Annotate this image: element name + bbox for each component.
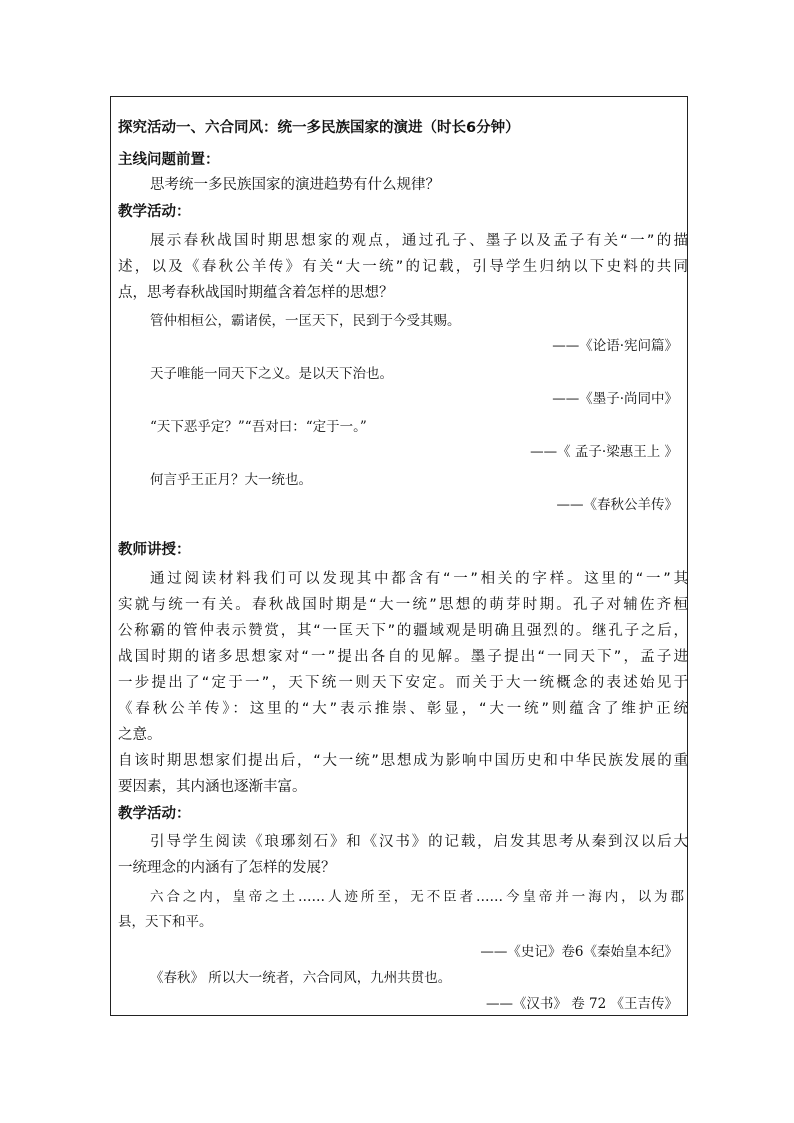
lecture-line: 实就与统一有关。春秋战国时期是“大一统”思想的萌芽时期。孔子对辅佐齐桓 bbox=[118, 597, 688, 613]
activity-label: 教学活动： bbox=[118, 806, 191, 822]
quote-source: ——《墨子·尚同中》 bbox=[552, 391, 678, 407]
quote-text: 天子唯能一同天下之义。是以天下治也。 bbox=[150, 366, 393, 382]
lecture-line: 自该时期思想家们提出后，“大一统”思想成为影响中国历史和中华民族发展的重 bbox=[118, 753, 688, 769]
activity-line: 点，思考春秋战国时期蕴含着怎样的思想？ bbox=[118, 285, 394, 301]
quote-source: ——《 孟子·梁惠王上 》 bbox=[530, 444, 678, 460]
lecture-label: 教师讲授： bbox=[118, 542, 191, 558]
lecture-line: 战国时期的诸多思想家对“一”提出各自的见解。墨子提出“一同天下”，孟子进 bbox=[118, 649, 688, 665]
activity-line: 展示春秋战国时期思想家的观点，通过孔子、墨子以及孟子有关“一”的描 bbox=[150, 233, 688, 249]
activity-line: 引导学生阅读《琅琊刻石》和《汉书》的记载，启发其思考从秦到汉以后大 bbox=[150, 834, 688, 850]
activity-line: 一统理念的内涵有了怎样的发展？ bbox=[118, 860, 336, 876]
question-text: 思考统一多民族国家的演进趋势有什么规律？ bbox=[150, 177, 440, 193]
lecture-line: 之意。 bbox=[118, 727, 162, 743]
lecture-line: 通过阅读材料我们可以发现其中都含有“一”相关的字样。这里的“一”其 bbox=[150, 571, 688, 587]
quote-source: ——《史记》卷6《秦始皇本纪》 bbox=[480, 944, 678, 960]
quote-source: ——《春秋公羊传》 bbox=[556, 497, 678, 513]
quote-text: 管仲相桓公，霸诸侯，一匡天下，民到于今受其赐。 bbox=[150, 313, 461, 329]
quote-source: ——《汉书》 卷 72 《王吉传》 bbox=[485, 996, 678, 1012]
quote-text: 何言乎王正月？大一统也。 bbox=[150, 472, 312, 488]
lecture-line: 公称霸的管仲表示赞赏，其“一匡天下”的疆域观是明确且强烈的。继孔子之后， bbox=[118, 623, 688, 639]
lecture-line: 《春秋公羊传》：这里的“大”表示推崇、彰显，“大一统”则蕴含了维护正统 bbox=[118, 701, 688, 717]
quote-text: 六合之内，皇帝之土……人迹所至，无不臣者……今皇帝并一海内，以为郡 bbox=[150, 889, 684, 905]
section-heading: 探究活动一、六合同风：统一多民族国家的演进（时长6分钟） bbox=[118, 120, 520, 136]
quote-text: 《春秋》 所以大一统者，六合同风，九州共贯也。 bbox=[150, 970, 452, 986]
quote-source: ——《论语·宪问篇》 bbox=[552, 338, 678, 354]
lecture-line: 一步提出了“定于一”，天下统一则天下安定。而关于大一统概念的表述始见于 bbox=[118, 675, 688, 691]
quote-text: “天下恶乎定？”“吾对曰：“定于一。” bbox=[150, 419, 367, 435]
question-label: 主线问题前置： bbox=[118, 152, 220, 168]
lecture-line: 要因素，其内涵也逐渐丰富。 bbox=[118, 779, 307, 795]
activity-line: 述，以及《春秋公羊传》有关“大一统”的记载，引导学生归纳以下史料的共同 bbox=[118, 259, 688, 275]
activity-label: 教学活动： bbox=[118, 204, 191, 220]
quote-text: 县，天下和平。 bbox=[118, 914, 213, 930]
